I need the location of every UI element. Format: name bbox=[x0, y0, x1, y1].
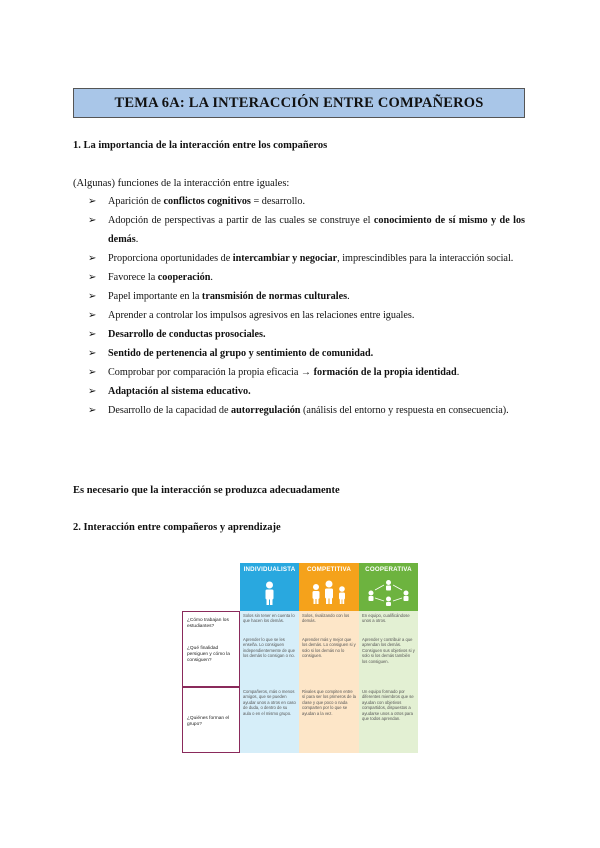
bold-text: formación de la propia identidad bbox=[313, 367, 457, 378]
arrow-bullet-icon: ➢ bbox=[88, 196, 97, 207]
arrow-bullet-icon: ➢ bbox=[88, 291, 97, 302]
section-2-heading: 2. Interacción entre compañeros y aprendizaje bbox=[73, 522, 281, 533]
text: . bbox=[135, 234, 139, 245]
function-list-item bbox=[88, 268, 525, 287]
bold-text: conocimiento de sí mismo y de los demás bbox=[108, 215, 526, 245]
section-1-intro: (Algunas) funciones de la interacción entre iguales: bbox=[73, 178, 290, 189]
bold-text: cooperación bbox=[157, 272, 211, 283]
arrow-bullet-icon: ➢ bbox=[88, 386, 97, 397]
text: Adopción de perspectivas a partir de las cuales se construye el bbox=[108, 215, 374, 226]
text: , imprescindibles para la interacción social. bbox=[337, 253, 514, 264]
text: Papel importante en la bbox=[108, 291, 202, 302]
competing-people-icon bbox=[299, 578, 359, 606]
column-header-competitiva bbox=[299, 563, 359, 611]
text: (análisis del entorno y respuesta en consecuencia). bbox=[300, 405, 509, 416]
column-header-cooperativa bbox=[359, 563, 418, 611]
text: . bbox=[456, 367, 460, 378]
column-label: COMPETITIVA bbox=[306, 566, 352, 573]
text: Proporciona oportunidades de bbox=[108, 253, 233, 264]
function-list-item bbox=[88, 192, 525, 211]
bold-text: Sentido de pertenencia al grupo y sentimiento de comunidad. bbox=[108, 348, 374, 359]
page-title: TEMA 6A: LA INTERACCIÓN ENTRE COMPAÑEROS bbox=[73, 88, 525, 118]
function-list-item bbox=[88, 344, 525, 363]
text: Aparición de bbox=[108, 196, 164, 207]
functions-list bbox=[88, 192, 525, 420]
function-list-item bbox=[88, 306, 525, 325]
figure-cell: Aprender más y mejor que los demás. Lo consiguen si y solo si los demás no lo consiguen. bbox=[299, 635, 359, 687]
text: Desarrollo de la capacidad de bbox=[108, 405, 232, 416]
function-list-item bbox=[88, 325, 525, 344]
figure-cell: Aprender lo que se les enseña. Lo consiguen independientemente de que los demás lo consigan o no. bbox=[240, 635, 299, 687]
arrow-bullet-icon: ➢ bbox=[88, 272, 97, 283]
single-person-icon bbox=[240, 578, 299, 606]
bold-text: intercambiar y negociar bbox=[232, 253, 338, 264]
function-list-item bbox=[88, 382, 525, 401]
row-question-purpose: ¿Qué finalidad persiguen y cómo la consiguen? bbox=[187, 646, 230, 663]
row-questions-top bbox=[182, 611, 240, 687]
text: Aprender a controlar los impulsos agresivos en las relaciones entre iguales. bbox=[108, 310, 415, 321]
section-1-heading: 1. La importancia de la interacción entre los compañeros bbox=[73, 140, 328, 151]
column-label: COOPERATIVA bbox=[365, 566, 412, 573]
text: Favorece la bbox=[108, 272, 158, 283]
bold-text: autorregulación bbox=[231, 405, 301, 416]
function-list-item bbox=[88, 249, 525, 268]
row-questions-bottom bbox=[182, 687, 240, 753]
bold-text: transmisión de normas culturales bbox=[201, 291, 348, 302]
column-header-individualista bbox=[240, 563, 299, 611]
figure-cell: Un equipo formado por diferentes miembros que se ayudan con objetivos compartidos, dispuestos a ayudarse unos a otros para que todos aprendan. bbox=[359, 687, 418, 753]
function-list-item bbox=[88, 211, 525, 249]
row-question-how-work: ¿Cómo trabajan los estudiantes? bbox=[187, 618, 229, 629]
figure-cell: En equipo, cualificándose unos a otros. bbox=[359, 611, 418, 635]
arrow-bullet-icon: ➢ bbox=[88, 329, 97, 340]
conclusion-text: Es necesario que la interacción se produzca adecuadamente bbox=[73, 485, 340, 496]
text: . bbox=[210, 272, 213, 283]
arrow-bullet-icon: ➢ bbox=[88, 348, 97, 359]
text: Comprobar por comparación la propia eficacia → bbox=[108, 367, 314, 378]
bold-text: Adaptación al sistema educativo. bbox=[108, 386, 251, 397]
column-label: INDIVIDUALISTA bbox=[243, 566, 296, 573]
function-list-item bbox=[88, 287, 525, 306]
arrow-bullet-icon: ➢ bbox=[88, 310, 97, 321]
figure-cell: Solos, rivalizando con los demás. bbox=[299, 611, 359, 635]
arrow-bullet-icon: ➢ bbox=[88, 253, 97, 264]
function-list-item bbox=[88, 401, 525, 420]
interaction-types-figure bbox=[182, 563, 418, 753]
figure-cell: Solos sin tener en cuenta lo que hacen los demás. bbox=[240, 611, 299, 635]
cooperating-people-icon bbox=[359, 578, 418, 606]
bold-text: Desarrollo de conductas prosociales. bbox=[108, 329, 266, 340]
figure-cell: Compañeros, más o menos amigos, que se pueden ayudar unos a otros en caso de duda, o dentro de su aula o en el mismo grupo. bbox=[240, 687, 299, 753]
text: = desarrollo. bbox=[250, 196, 306, 207]
arrow-bullet-icon: ➢ bbox=[88, 215, 97, 226]
arrow-bullet-icon: ➢ bbox=[88, 367, 97, 378]
figure-cell: Aprender y contribuir a que aprendan los demás. Consiguen sus objetivos si y solo si los demás también los consiguen. bbox=[359, 635, 418, 687]
figure-cell: Rivales que compiten entre sí para ser los primeros de la clase y que poco o nada comparten por lo que se ayudan a la vez. bbox=[299, 687, 359, 753]
function-list-item bbox=[88, 363, 525, 382]
arrow-bullet-icon: ➢ bbox=[88, 405, 97, 416]
row-question-who-forms: ¿Quiénes forman el grupo? bbox=[187, 716, 230, 727]
text: . bbox=[347, 291, 350, 302]
bold-text: conflictos cognitivos bbox=[163, 196, 251, 207]
